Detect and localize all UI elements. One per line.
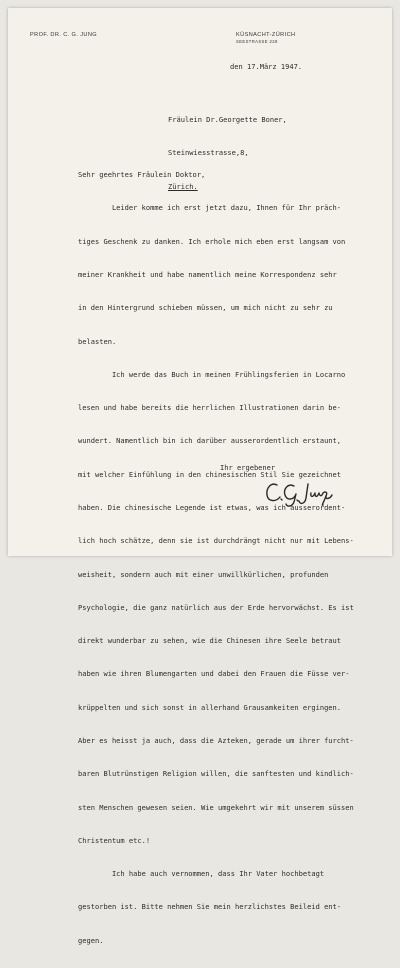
body-line: Psychologie, die ganz natürlich aus der Erde hervorwächst. Es ist [78, 602, 354, 612]
letterhead-street: SEESTRASSE 228 [236, 39, 278, 44]
body-line: belasten. [78, 336, 117, 346]
body-line: Leider komme ich erst jetzt dazu, Ihnen für Ihr präch- [78, 203, 342, 213]
body-line: Ich werde das Buch in meinen Frühlingsferien in Locarno [78, 369, 346, 379]
body-line: Ich habe auch vernommen, dass Ihr Vater hochbetagt [78, 869, 325, 879]
body-line: krüppelten und sich sonst in allerhand Grausamkeiten ergingen. [78, 702, 342, 712]
body-line: gestorben ist. Bitte nehmen Sie mein herzlichstes Beileid ent- [78, 902, 342, 912]
body-line: lesen und habe bereits die herrlichen Illustrationen darin be- [78, 403, 342, 413]
body-line: mit welcher Einfühlung in den chinesischen Stil Sie gezeichnet [78, 469, 342, 479]
recipient-street: Steinwiesstrasse,8, [168, 148, 249, 158]
body-line: wundert. Namentlich bin ich darüber ausserordentlich erstaunt, [78, 436, 342, 446]
body-line: in den Hintergrund schieben müssen, um mich nicht zu sehr zu [78, 303, 333, 313]
letter-body [78, 147, 354, 968]
handwritten-signature [264, 476, 336, 508]
letterhead-sender: PROF. DR. C. G. JUNG [30, 32, 98, 38]
body-line: lich hoch schätze, denn sie ist durchdrängt nicht nur mit Lebens- [78, 536, 354, 546]
letterhead-address [236, 32, 295, 44]
body-line: Christentum etc.! [78, 835, 151, 845]
body-line: gegen. [78, 935, 104, 945]
body-line: Aber es heisst ja auch, dass die Azteken, gerade um ihrer furcht- [78, 735, 354, 745]
letterhead-place: KÜSNACHT-ZÜRICH [236, 32, 296, 38]
letter-sheet [8, 8, 392, 945]
body-line: direkt wunderbar zu sehen, wie die Chinesen ihre Seele betraut [78, 636, 342, 646]
body-line: weisheit, sondern auch mit einer unwillkürlichen, profunden [78, 569, 329, 579]
letter-date: den 17.März 1947. [230, 62, 303, 71]
body-line: baren Blutrünstigen Religion willen, die sanftesten und kindlich- [78, 769, 354, 779]
body-line: meiner Krankheit und habe namentlich meine Korrespondenz sehr [78, 270, 337, 280]
recipient-name: Fräulein Dr.Georgette Boner, [168, 115, 287, 125]
body-line: sten Menschen gewesen seien. Wie umgekehrt wir mit unserem süssen [78, 802, 354, 812]
recipient-city: Zürich. [168, 181, 198, 191]
body-line: haben. Die chinesische Legende ist etwas, was ich ausserordent- [78, 503, 346, 512]
body-line: tiges Geschenk zu danken. Ich erhole mich eben erst langsam von [78, 236, 346, 246]
closing: Ihr ergebener [220, 463, 276, 472]
body-line: haben wie ihren Blumengarten und dabei den Frauen die Füsse ver- [78, 669, 350, 679]
salutation: Sehr geehrtes Fräulein Doktor, [78, 170, 206, 180]
